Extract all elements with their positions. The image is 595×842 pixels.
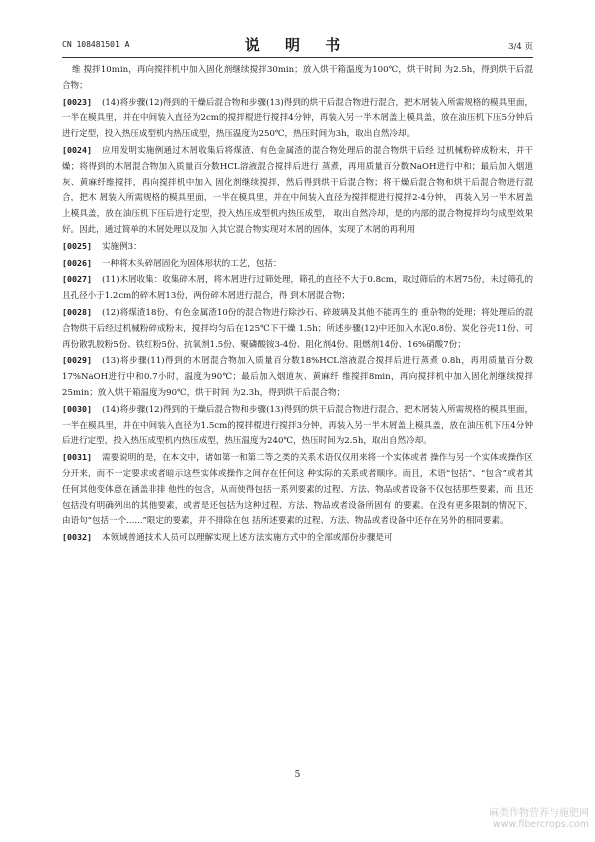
document-title: 说 明 书 — [244, 36, 351, 54]
paragraph-number: [0025] — [62, 240, 92, 251]
page-indicator: 3/4 页 — [508, 42, 533, 52]
paragraph-text: (14)将步骤(12)得到的干燥后混合物和步骤(13)得到的烘干后混合物进行混合，把木屑装入所需规格的模具里面，一半在模具里，并在中间装入直径为1.5cm的搅拌棍进行搅拌3分钟，再装入另一半木屑盖上模具盖，放在油压机下压4分钟后进行定型，投入热压成型机内热压成型，热压温度为240℃，热压时间为2.5h，取出自然冷却。 — [62, 404, 533, 447]
paragraph-text: 需要说明的是，在本文中，诸如第一和第二等之类的关系术语仅仅用来将一个实体或者 操作与另一个实体或操作区分开来，而不一定要求或者暗示这些实体或操作之间存在任何这 种实际的关系或者顺序。而且，术语“包括”、“包含”或者其任何其他变体意在涵盖非排 他性的包含，从而使得包括一系列要素的过程、方法、物品或者设备不仅包括那些要素，而 且还包括没有明确列出的其他要素，或者是还包括为这种过程、方法、物品或者设备所固有 的要素。在没有更多限制的情况下，由语句“包括一个......”限定的要素，并不排除在包 括所述要素的过程、方法、物品或者设备中还存在另外的相同要素。 — [62, 453, 533, 527]
paragraph-text: (11)木屑收集：收集碎木屑，将木屑进行过筛处理，筛孔的直径不大于0.8cm，取过筛后的木屑75份，未过筛孔的且孔径小于1.2cm的碎木屑13份，两份碎木屑进行混合，得 到木屑混合物； — [62, 275, 533, 302]
paragraph-number: [0024] — [62, 144, 92, 155]
page-number: 5 — [294, 770, 301, 780]
paragraph — [62, 256, 533, 273]
paragraph-number: [0031] — [62, 452, 92, 463]
watermark — [489, 804, 589, 830]
paragraph-text: 实施例3： — [101, 241, 142, 252]
paragraph-text: 本领域普通技术人员可以理解实现上述方法实施方式中的全部或部份步骤是可 — [101, 533, 393, 544]
paragraph-text: 应用发明实施例通过木屑收集后将煤渣、有色金属渣的混合物处理后的混合物烘干后经 过机械粉碎成粉末，并干燥；将得到的木屑混合物加入质量百分数HCL溶液混合搅拌后进行 蒸煮，再用质量百分数NaOH进行中和；最后加入烟道灰、黄麻纤维搅拌，再向搅拌机中加入 固化剂继续搅拌，然后得到烘干后混合物；将干燥后混合物和烘干后混合物进行混合，把木 屑装入所需规格的模具里面，一半在模具里，并在中间装入直径为搅拌棍进行搅拌2-4分钟， 再装入另一半木屑盖上模具盖，放在油压机下压后进行定型，投入热压成型机内热压成型， 取出自然冷却，是的内部的混合物搅拌均匀成型效果好。因此，通过简单的木屑处理以及加 入其它混合物实现对木屑的固体，实现了木屑的再利用 — [62, 145, 533, 235]
header-divider — [62, 57, 533, 58]
paragraph — [62, 239, 533, 256]
paragraph — [62, 353, 533, 401]
paragraph-text: (13)将步骤(11)得到的木屑混合物加入质量百分数18%HCL溶液混合搅拌后进行蒸煮 0.8h，再用质量百分数17%NaOH进行中和0.7小时，温度为90℃；最后加入烟道灰、黄麻纤 维搅拌8min，再向搅拌机中加入固化剂继续搅拌25min；放入烘干箱温度为90℃，烘干时间 为2.3h，得到烘干后混合物； — [62, 356, 533, 398]
paragraph — [62, 450, 533, 530]
paragraph — [62, 143, 533, 239]
page-header — [62, 34, 533, 54]
paragraph-number: [0028] — [62, 306, 92, 317]
paragraph — [62, 62, 533, 95]
paragraph-number: [0026] — [62, 257, 92, 268]
paragraph — [62, 305, 533, 353]
paragraph-number: [0030] — [62, 403, 92, 414]
paragraph-text: 维 搅拌10min，再向搅拌机中加入固化剂继续搅拌30min；放入烘干箱温度为100℃，烘干时间 为2.5h，得到烘干后混合物； — [62, 65, 533, 91]
paragraph — [62, 530, 533, 547]
paragraph — [62, 402, 533, 450]
paragraph-number: [0029] — [62, 355, 92, 366]
paragraph-number: [0032] — [62, 532, 92, 543]
paragraph-text: 一种将木头碎屑固化为固体形状的工艺，包括： — [101, 258, 282, 269]
paragraph-number: [0027] — [62, 274, 92, 285]
document-body — [62, 62, 533, 547]
watermark-site-name: 麻类作物营养与施肥网 — [489, 808, 589, 819]
paragraph — [62, 272, 533, 305]
paragraph-text: (14)将步骤(12)得到的干燥后混合物和步骤(13)得到的烘干后混合物进行混合，把木屑装入所需规格的模具里面，一半在模具里，并在中间装入直径为2cm的搅拌棍进行搅拌4分钟，再装入另一半木屑盖上模具盖，放在油压机下压5分钟后进行定型，投入热压成型机内热压成型，热压温度为250℃，热压时间为3h，取出自然冷却。 — [62, 97, 533, 140]
paragraph-number: [0023] — [62, 96, 92, 107]
paragraph — [62, 95, 533, 143]
paragraph-text: (12)将煤渣18份、有色金属渣10份的混合物进行除沙石、碎玻璃及其他不能再生的 重杂物的处理；将处理后的混合物烘干后经过机械粉碎成粉末，搅拌均匀后在125℃下干燥 1.5h；所述步骤(12)中还加入水泥0.8份、炭化谷壳11份、可再份散乳胶粉5份、铁红粉5份、抗氧剂1.5份、聚磷酸铵3-4份、阻化剂4份、阻燃剂14份、16%硝酸7份； — [62, 307, 533, 350]
watermark-url: www.fibercrops.com — [492, 819, 589, 830]
patent-number: CN 108481501 A — [62, 40, 130, 49]
